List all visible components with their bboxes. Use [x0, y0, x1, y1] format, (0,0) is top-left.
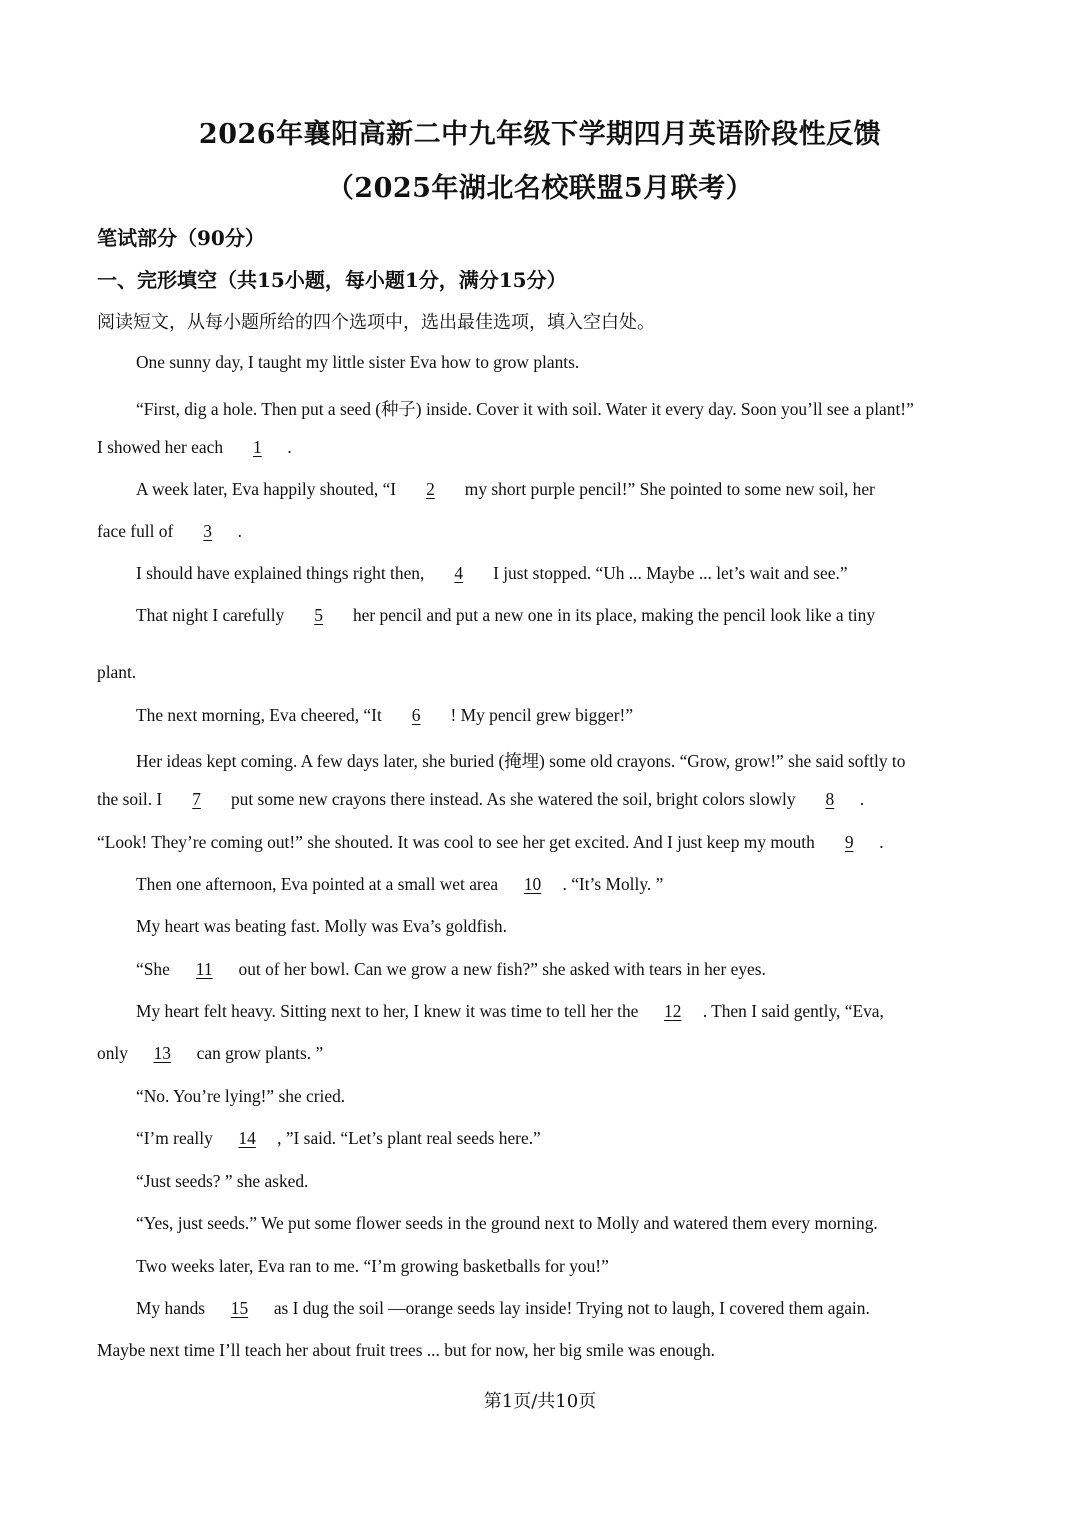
text: my short purple pencil!” She pointed to some new soil, her — [464, 479, 875, 499]
text: “Look! They’re coming out!” she shouted. It was cool to see her get excited. And I just keep my mouth — [97, 832, 815, 852]
blank-12: 12 — [664, 1001, 682, 1021]
text: Then one afternoon, Eva pointed at a small wet area — [136, 874, 499, 894]
passage-line — [136, 959, 766, 980]
passage-line — [136, 874, 663, 895]
passage-line: “No. You’re lying!” she cried. — [136, 1086, 346, 1106]
text: put some new crayons there instead. As she watered the soil, bright colors slowly — [230, 789, 796, 809]
passage-line — [136, 1128, 541, 1149]
text: A week later, Eva happily shouted, “I — [136, 479, 397, 499]
text: face full of — [97, 521, 174, 541]
blank-4: 4 — [454, 563, 464, 583]
blank-2: 2 — [426, 479, 435, 499]
exam-subtitle: （2025年湖北名校联盟5月联考） — [326, 173, 754, 204]
text: . — [879, 832, 884, 852]
blank-1: 1 — [253, 437, 262, 457]
exam-title: 2026年襄阳高新二中九年级下学期四月英语阶段性反馈 — [198, 119, 882, 150]
passage-line: plant. — [97, 662, 137, 682]
text: only — [97, 1043, 128, 1063]
passage-line: One sunny day, I taught my little sister Eva how to grow plants. — [136, 352, 580, 372]
passage-line — [136, 705, 633, 726]
blank-14: 14 — [238, 1128, 256, 1148]
passage-line: Her ideas kept coming. A few days later, she buried (掩埋) some old crayons. “Grow, grow!” she said softly to — [136, 751, 906, 771]
text: ! My pencil grew bigger!” — [450, 705, 634, 725]
blank-8: 8 — [825, 789, 835, 809]
blank-15: 15 — [230, 1298, 249, 1318]
passage-line — [136, 563, 848, 584]
instructions: 阅读短文，从每小题所给的四个选项中，选出最佳选项，填入空白处。 — [97, 312, 655, 333]
passage-line — [97, 521, 242, 542]
passage-line — [136, 479, 875, 500]
blank-7: 7 — [192, 789, 201, 809]
text: . “It’s Molly. ” — [562, 874, 664, 894]
text: . — [237, 521, 242, 541]
blank-9: 9 — [844, 832, 854, 852]
blank-11: 11 — [195, 959, 213, 979]
passage-line: “Just seeds? ” she asked. — [136, 1171, 309, 1191]
text: The next morning, Eva cheered, “It — [136, 705, 382, 725]
passage-line: “Yes, just seeds.” We put some flower seeds in the ground next to Molly and watered them every morning. — [136, 1213, 878, 1233]
blank-5: 5 — [314, 605, 323, 625]
passage-line: “First, dig a hole. Then put a seed (种子) inside. Cover it with soil. Water it every day. Soon you’ll see a plant!” — [136, 399, 914, 419]
text: the soil. I — [97, 789, 163, 809]
passage-line — [136, 605, 875, 626]
passage-line: Maybe next time I’ll teach her about fruit trees ... but for now, her big smile was enough. — [97, 1340, 715, 1360]
blank-6: 6 — [411, 705, 421, 725]
passage-line — [97, 1043, 323, 1064]
passage-line: My heart was beating fast. Molly was Eva’s goldfish. — [136, 916, 507, 936]
page-number: 第1页/共10页 — [483, 1391, 597, 1412]
passage-line — [136, 1298, 870, 1319]
text: I just stopped. “Uh ... Maybe ... let’s wait and see.” — [493, 563, 848, 583]
text: out of her bowl. Can we grow a new fish?” she asked with tears in her eyes. — [238, 959, 766, 979]
text: , ”I said. “Let’s plant real seeds here.” — [277, 1128, 541, 1148]
text: . — [287, 437, 292, 457]
section-heading: 笔试部分（90分） — [97, 226, 265, 250]
blank-10: 10 — [523, 874, 542, 894]
text: . — [859, 789, 865, 809]
passage-line — [136, 1001, 884, 1022]
text: “She — [136, 959, 170, 979]
text: I should have explained things right then, — [136, 563, 425, 583]
text: her pencil and put a new one in its place, making the pencil look like a tiny — [352, 605, 876, 625]
blank-3: 3 — [203, 521, 212, 541]
passage-line — [97, 789, 864, 810]
text: . Then I said gently, “Eva, — [702, 1001, 884, 1021]
text: can grow plants. ” — [196, 1043, 324, 1063]
text: That night I carefully — [136, 605, 285, 625]
text: My heart felt heavy. Sitting next to her, I knew it was time to tell her the — [136, 1001, 639, 1021]
part-heading: 一、完形填空（共15小题，每小题1分，满分15分） — [97, 268, 567, 292]
text: “I’m really — [136, 1128, 213, 1148]
passage-line — [97, 832, 884, 853]
blank-13: 13 — [153, 1043, 171, 1063]
text: I showed her each — [97, 437, 224, 457]
text: My hands — [136, 1298, 206, 1318]
text: as I dug the soil —orange seeds lay inside! Trying not to laugh, I covered them again. — [273, 1298, 870, 1318]
passage-line: Two weeks later, Eva ran to me. “I’m growing basketballs for you!” — [136, 1256, 609, 1276]
passage-line — [97, 437, 292, 458]
